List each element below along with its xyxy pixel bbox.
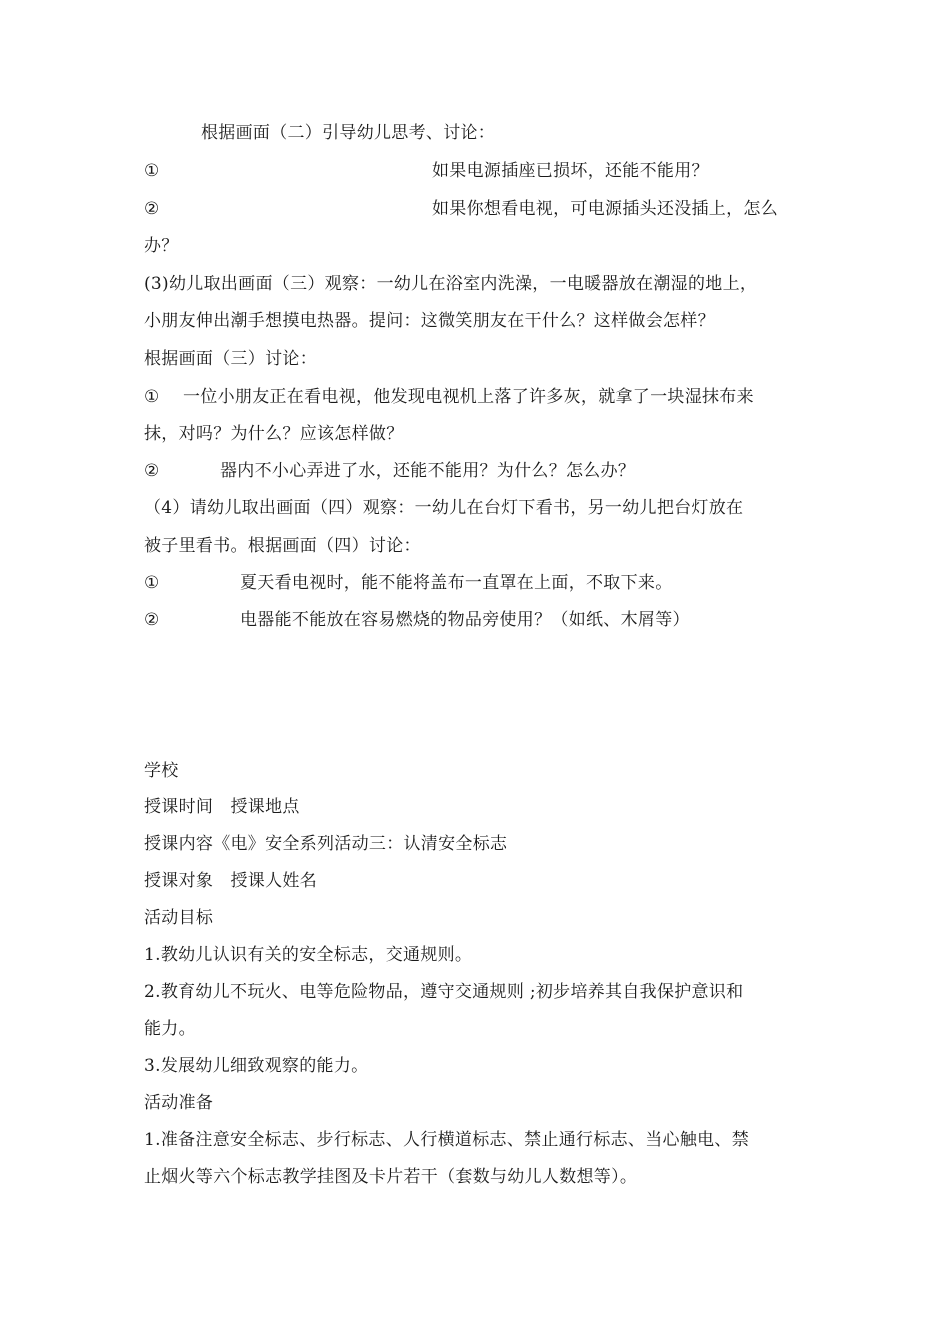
goal-2-line1: 2.教育幼儿不玩火、电等危险物品，遵守交通规则 ;初步培养其自我保护意识和 [144, 982, 744, 1002]
intro-picture-2: 根据画面（二）引导幼儿思考、讨论： [201, 123, 496, 143]
school-label: 学校 [144, 761, 179, 781]
prep-1-line1: 1.准备注意安全标志、步行标志、人行横道标志、禁止通行标志、当心触电、禁 [144, 1130, 750, 1150]
target-teacher-label: 授课对象 授课人姓名 [144, 871, 317, 891]
item-marker: ② [144, 461, 160, 481]
paragraph-4-line2: 被子里看书。根据画面（四）讨论： [144, 536, 421, 556]
goal-2-line2: 能力。 [144, 1019, 196, 1039]
goal-1: 1.教幼儿认识有关的安全标志，交通规则。 [144, 945, 473, 965]
item-marker: ① [144, 161, 160, 181]
intro-picture-3: 根据画面（三）讨论： [144, 349, 317, 369]
question-3-2: 器内不小心弄进了水，还能不能用？为什么？怎么办？ [220, 461, 636, 481]
prep-1-line2: 止烟火等六个标志教学挂图及卡片若干（套数与幼儿人数想等）。 [144, 1167, 638, 1187]
paragraph-3-line2: 小朋友伸出潮手想摸电热器。提问：这微笑朋友在干什么？这样做会怎样？ [144, 311, 715, 331]
item-marker: ① [144, 387, 160, 407]
question-3-1-line1: 一位小朋友正在看电视，他发现电视机上落了许多灰，就拿了一块湿抹布来 [183, 387, 754, 407]
goals-heading: 活动目标 [144, 908, 214, 928]
question-3-1-line2: 抹，对吗？为什么？应该怎样做？ [144, 424, 404, 444]
time-place-label: 授课时间 授课地点 [144, 797, 300, 817]
question-2-2-line1: 如果你想看电视，可电源插头还没插上，怎么 [432, 199, 778, 219]
question-2-1: 如果电源插座已损坏，还能不能用？ [432, 161, 709, 181]
paragraph-4-line1: （4）请幼儿取出画面（四）观察：一幼儿在台灯下看书，另一幼儿把台灯放在 [144, 498, 744, 518]
prep-heading: 活动准备 [144, 1093, 214, 1113]
question-4-1: 夏天看电视时，能不能将盖布一直罩在上面，不取下来。 [240, 573, 673, 593]
item-marker: ① [144, 573, 160, 593]
question-2-2-line2: 办？ [144, 236, 179, 256]
goal-3: 3.发展幼儿细致观察的能力。 [144, 1056, 369, 1076]
paragraph-3-line1: (3)幼儿取出画面（三）观察：一幼儿在浴室内洗澡，一电暖器放在潮湿的地上， [144, 274, 758, 294]
question-4-2: 电器能不能放在容易燃烧的物品旁使用？（如纸、木屑等） [240, 610, 690, 630]
lesson-content: 授课内容《电》安全系列活动三：认清安全标志 [144, 834, 508, 854]
item-marker: ② [144, 610, 160, 630]
item-marker: ② [144, 199, 160, 219]
